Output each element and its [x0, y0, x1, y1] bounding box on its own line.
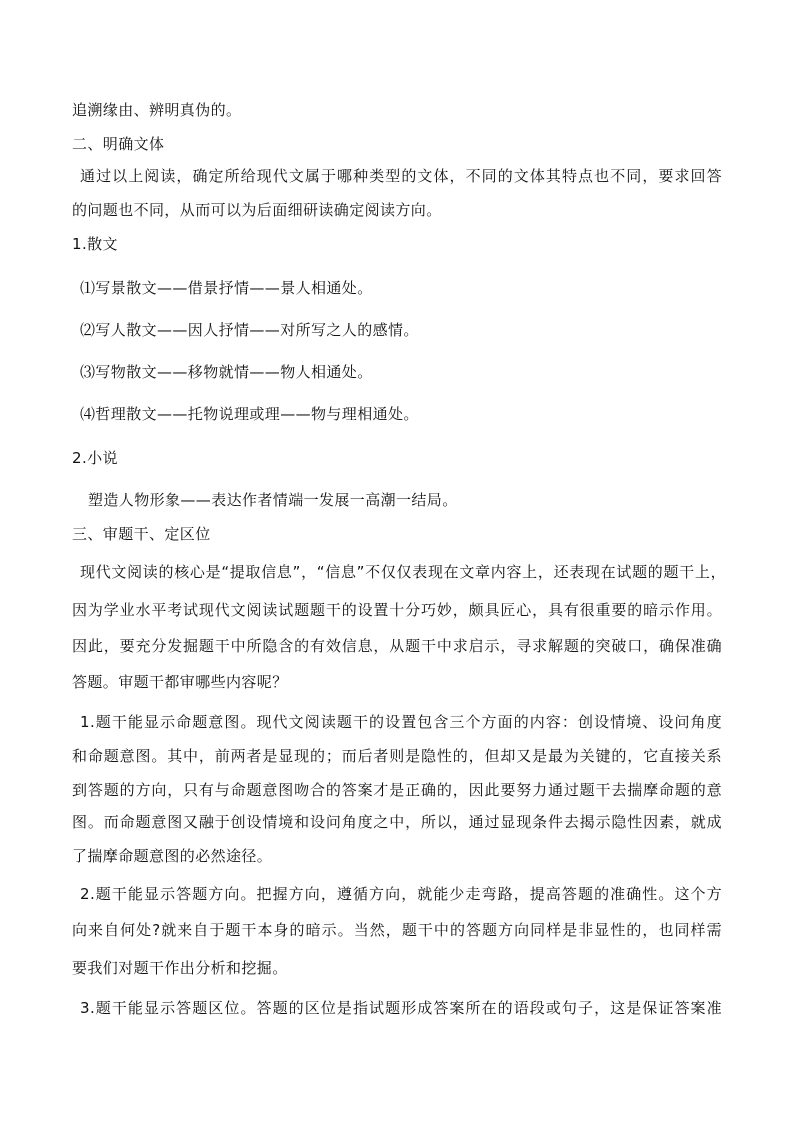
paragraph-line: 3.题干能显示答题区位。答题的区位是指试题形成答案所在的语段或句子，这是保证答案准 — [80, 999, 722, 1017]
paragraph-line: 了揣摩命题意图的必然途径。 — [72, 847, 273, 865]
paragraph-line: 通过以上阅读，确定所给现代文属于哪种类型的文体，不同的文体其特点也不同，要求回答 — [80, 167, 722, 185]
paragraph-line: 因此，要充分发掘题干中所隐含的有效信息，从题干中求启示，寻求解题的突破口，确保准确 — [72, 637, 722, 655]
section-heading: 二、明确文体 — [72, 135, 165, 153]
paragraph-line: 1.题干能显示命题意图。现代文阅读题干的设置包含三个方面的内容：创设情境、设问角度 — [80, 713, 722, 731]
list-item: ⑵写人散文——因人抒情——对所写之人的感情。 — [80, 321, 419, 339]
paragraph-line: 到答题的方向，只有与命题意图吻合的答案才是正确的，因此要努力通过题干去揣摩命题的意 — [72, 781, 722, 799]
paragraph-line: 现代文阅读的核心是“提取信息”，“信息”不仅仅表现在文章内容上，还表现在试题的题干上， — [80, 563, 726, 581]
section-heading: 三、审题干、定区位 — [72, 525, 211, 543]
paragraph-line: 向来自何处?就来自于题干本身的暗示。当然，题干中的答题方向同样是非显性的，也同样需 — [72, 921, 722, 939]
paragraph-line: 要我们对题干作出分析和挖掘。 — [72, 959, 288, 977]
list-item: ⑴写景散文——借景抒情——景人相通处。 — [80, 279, 373, 297]
paragraph-line: 的问题也不同，从而可以为后面细研读确定阅读方向。 — [72, 201, 442, 219]
subheading: 1.散文 — [72, 235, 118, 253]
paragraph-line: 2.题干能显示答题方向。把握方向，遵循方向，就能少走弯路，提高答题的准确性。这个方 — [80, 885, 722, 903]
paragraph-line: 答题。审题干都审哪些内容呢？ — [72, 673, 288, 691]
list-item: ⑶写物散文——移物就情——物人相通处。 — [80, 363, 373, 381]
subheading: 2.小说 — [72, 449, 118, 467]
paragraph-line: 和命题意图。其中，前两者是显现的；而后者则是隐性的，但却又是最为关键的，它直接关系 — [72, 747, 722, 765]
paragraph-line: 塑造人物形象——表达作者情端一发展一高潮一结局。 — [88, 491, 458, 509]
paragraph-line: 因为学业水平考试现代文阅读试题题干的设置十分巧妙，颇具匠心，具有很重要的暗示作用。 — [72, 601, 722, 619]
list-item: ⑷哲理散文——托物说理或理——物与理相通处。 — [80, 405, 419, 423]
paragraph-line: 图。而命题意图又融于创设情境和设问角度之中，所以，通过显现条件去揭示隐性因素，就成 — [72, 813, 722, 831]
paragraph-line: 追溯缘由、辨明真伪的。 — [72, 101, 242, 119]
